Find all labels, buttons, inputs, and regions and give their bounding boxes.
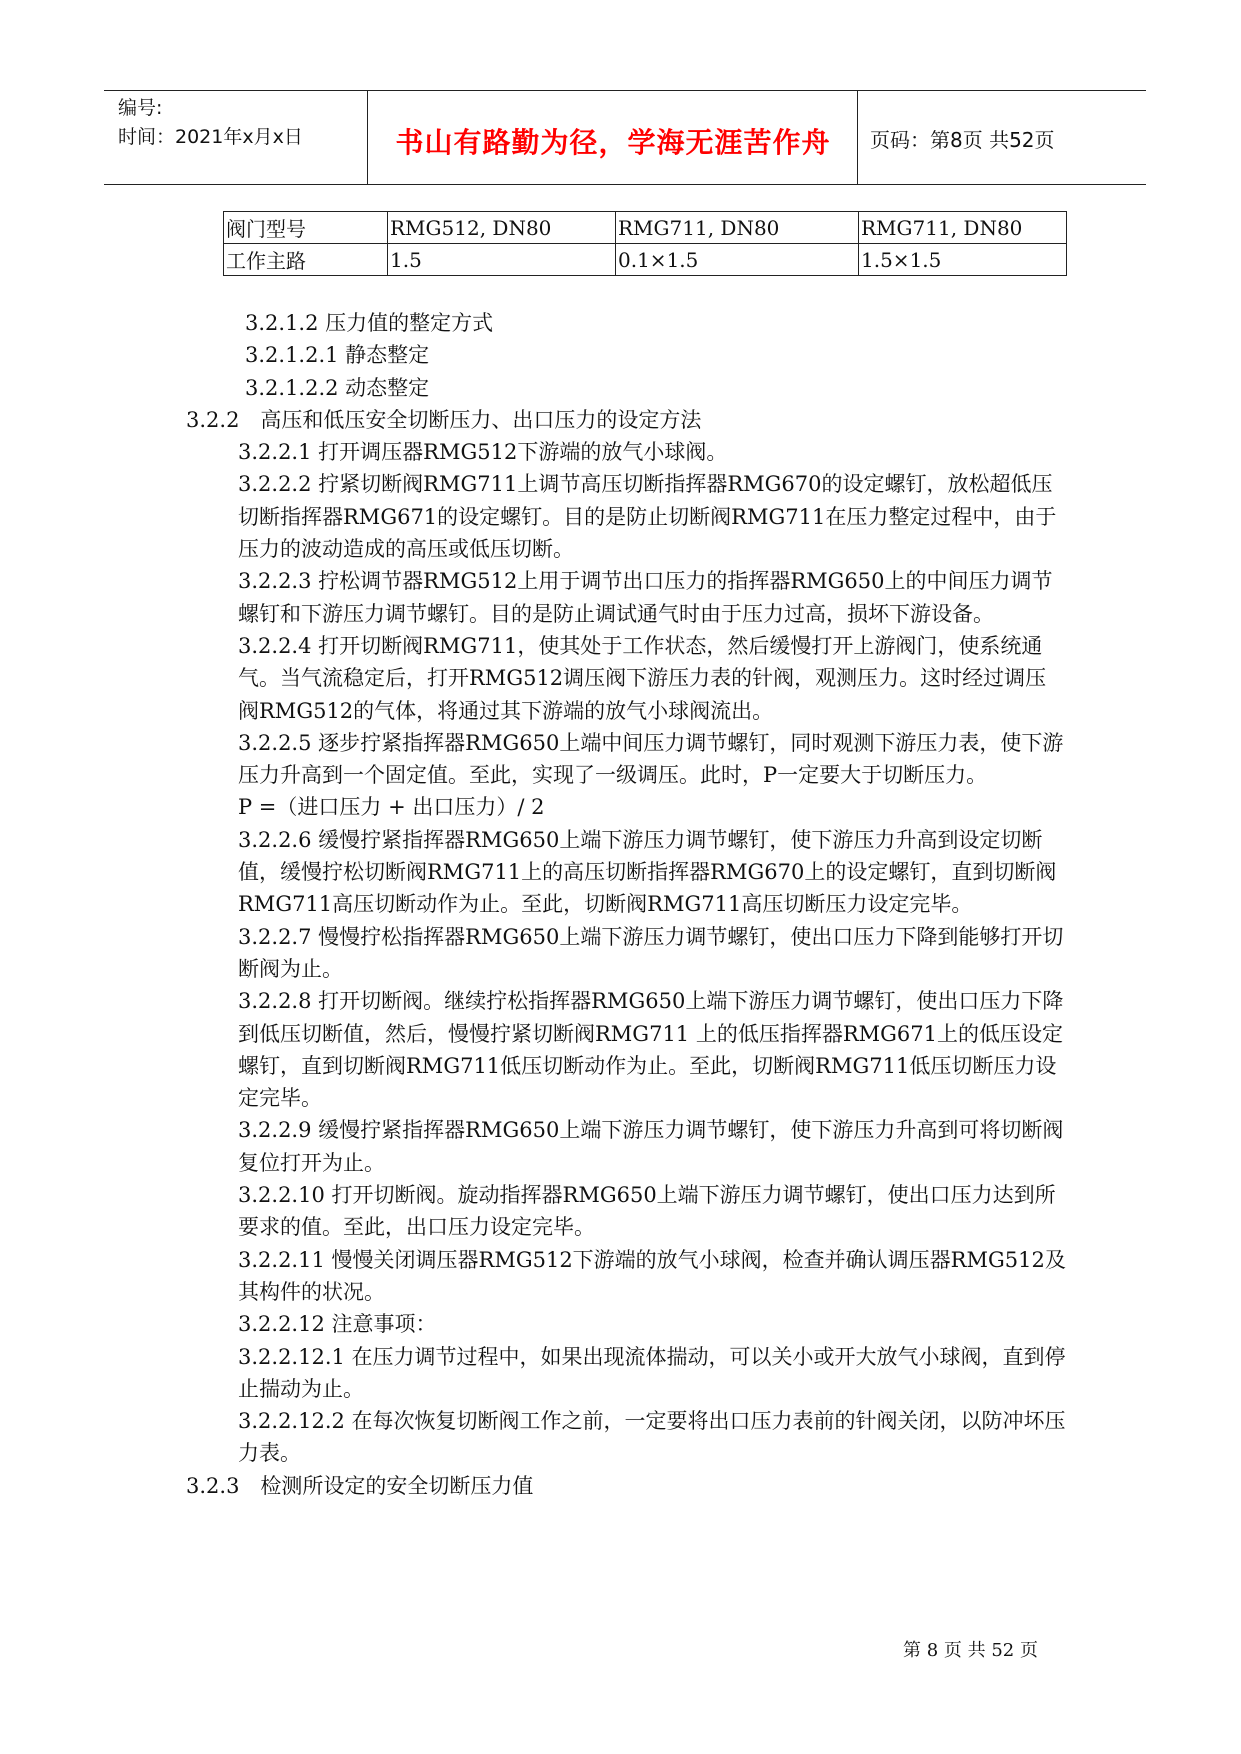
paragraph: 3.2.2.11 慢慢关闭调压器RMG512下游端的放气小球阀，检查并确认调压器RMG512及其构件的状况。: [238, 1247, 1066, 1304]
table-cell: 1.5: [388, 244, 616, 276]
table-cell: RMG512, DN80: [388, 212, 616, 244]
body-text: [186, 307, 1066, 1502]
paragraph: 3.2.2.9 缓慢拧紧指挥器RMG650上端下游压力调节螺钉，使下游压力升高到可将切断阀复位打开为止。: [238, 1118, 1064, 1175]
table-cell: 工作主路: [224, 244, 388, 276]
table-row: [224, 244, 1067, 276]
table-cell: 0.1×1.5: [616, 244, 859, 276]
subsection-heading: 3.2.1.2.1 静态整定: [245, 343, 430, 368]
paragraph: 3.2.2.1 打开调压器RMG512下游端的放气小球阀。: [238, 440, 728, 465]
header-divider: [857, 91, 858, 184]
header-left: [118, 94, 303, 152]
subsection-heading: 3.2.1.2 压力值的整定方式: [245, 311, 494, 335]
paragraph: 3.2.2.8 打开切断阀。继续拧松指挥器RMG650上端下游压力调节螺钉，使出口压力下降到低压切断值，然后，慢慢拧紧切断阀RMG711 上的低压指挥器RMG671上的低压设定螺钉，直到切断阀RMG711低压切断动作为止。至此，切断阀RMG711低压切断压力设定完毕。: [238, 989, 1064, 1111]
valve-spec-table: [223, 211, 1067, 276]
section-heading: 3.2.2 高压和低压安全切断压力、出口压力的设定方法: [186, 407, 702, 432]
table-cell: 1.5×1.5: [859, 244, 1067, 276]
paragraph: 3.2.2.10 打开切断阀。旋动指挥器RMG650上端下游压力调节螺钉，使出口压力达到所要求的值。至此，出口压力设定完毕。: [238, 1183, 1056, 1240]
formula: P =（进口压力 + 出口压力）/ 2: [238, 795, 545, 820]
paragraph: 3.2.2.12.2 在每次恢复切断阀工作之前，一定要将出口压力表前的针阀关闭，以防冲坏压力表。: [238, 1409, 1066, 1466]
header-divider: [367, 91, 368, 184]
section-heading: 3.2.3 检测所设定的安全切断压力值: [186, 1473, 534, 1498]
document-number-label: 编号:: [118, 97, 163, 119]
paragraph: 3.2.2.2 拧紧切断阀RMG711上调节高压切断指挥器RMG670的设定螺钉，放松超低压切断指挥器RMG671的设定螺钉。目的是防止切断阀RMG711在压力整定过程中，由于压力的波动造成的高压或低压切断。: [238, 472, 1057, 562]
table-row: [224, 212, 1067, 244]
header-page-number: 页码：第8页 共52页: [870, 128, 1055, 152]
paragraph: 3.2.2.4 打开切断阀RMG711，使其处于工作状态，然后缓慢打开上游阀门，使系统通气。当气流稳定后，打开RMG512调压阀下游压力表的针阀，观测压力。这时经过调压阀RMG512的气体，将通过其下游端的放气小球阀流出。: [238, 633, 1047, 723]
subsection-heading: 3.2.1.2.2 动态整定: [245, 375, 430, 400]
paragraph: 3.2.2.12 注意事项：: [238, 1312, 437, 1337]
paragraph: 3.2.2.12.1 在压力调节过程中，如果出现流体揣动，可以关小或开大放气小球阀，直到停止揣动为止。: [238, 1344, 1066, 1401]
paragraph: 3.2.2.6 缓慢拧紧指挥器RMG650上端下游压力调节螺钉，使下游压力升高到设定切断值，缓慢拧松切断阀RMG711上的高压切断指挥器RMG670上的设定螺钉，直到切断阀RMG711高压切断动作为止。至此，切断阀RMG711高压切断压力设定完毕。: [238, 827, 1057, 917]
page-footer: 第 8 页 共 52 页: [903, 1640, 1038, 1661]
table-cell: RMG711, DN80: [859, 212, 1067, 244]
paragraph: 3.2.2.7 慢慢拧松指挥器RMG650上端下游压力调节螺钉，使出口压力下降到能够打开切断阀为止。: [238, 924, 1064, 981]
table-cell: RMG711, DN80: [616, 212, 859, 244]
paragraph: 3.2.2.5 逐步拧紧指挥器RMG650上端中间压力调节螺钉，同时观测下游压力表，使下游压力升高到一个固定值。至此，实现了一级调压。此时，P一定要大于切断压力。: [238, 730, 1064, 788]
page-header: [104, 90, 1146, 185]
document-time-label: 时间：2021年x月x日: [118, 126, 303, 148]
header-motto: 书山有路勤为径，学海无涯苦作舟: [395, 126, 831, 159]
paragraph: 3.2.2.3 拧松调节器RMG512上用于调节出口压力的指挥器RMG650上的中间压力调节螺钉和下游压力调节螺钉。目的是防止调试通气时由于压力过高，损坏下游设备。: [238, 569, 1053, 626]
table-cell: 阀门型号: [224, 212, 388, 244]
